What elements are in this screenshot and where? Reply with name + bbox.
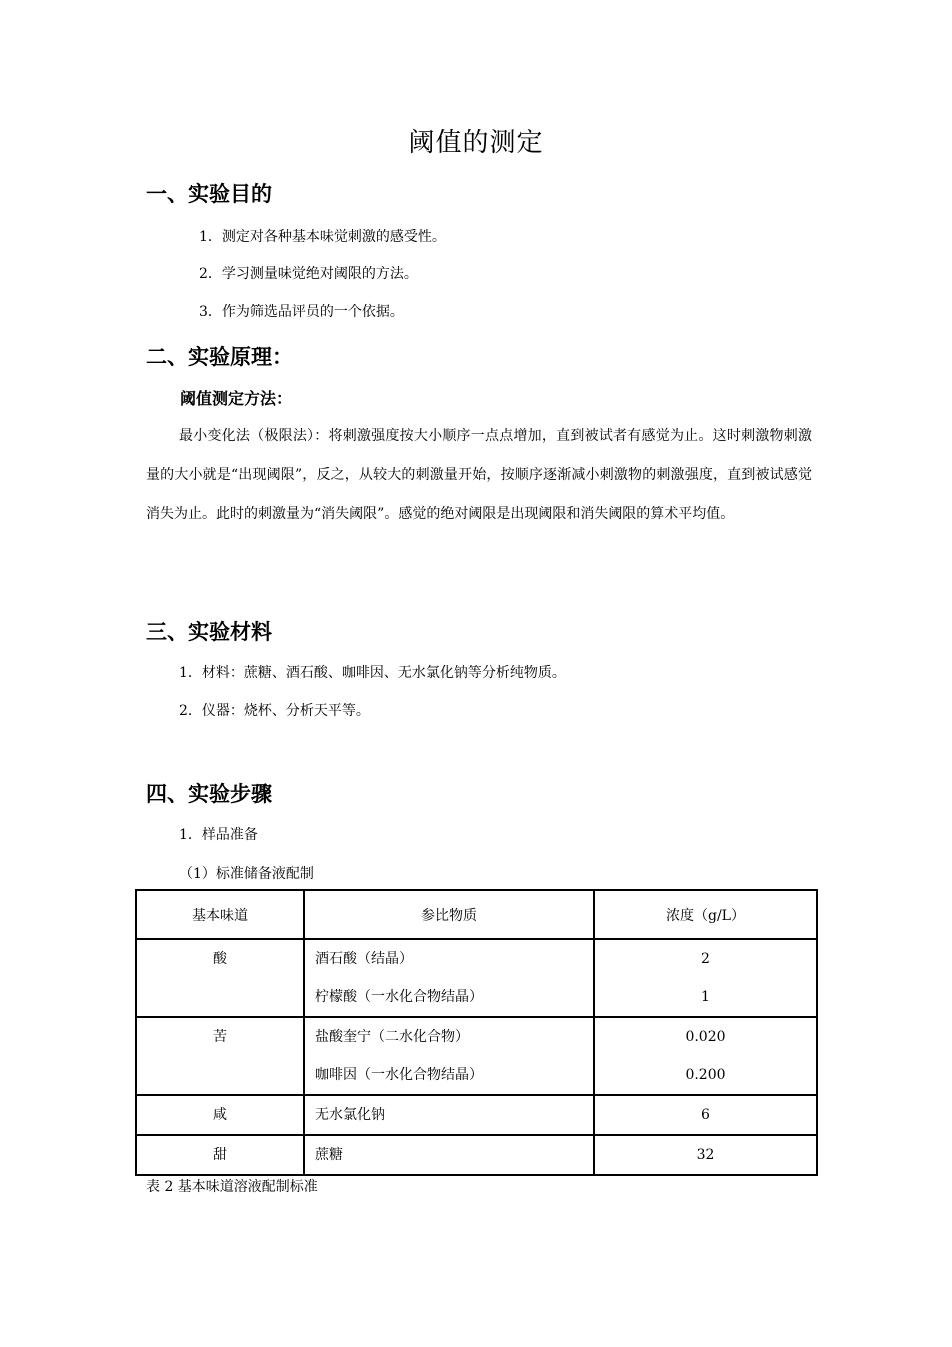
purpose-item-3: 3．作为筛选品评员的一个依据。	[199, 304, 404, 320]
materials-item-1: 1．材料：蔗糖、酒石酸、咖啡因、无水氯化钠等分析纯物质。	[179, 665, 566, 681]
column-header-concentration: 浓度（g/L）	[594, 890, 817, 939]
concentration-cell: 6	[594, 1095, 817, 1135]
taste-cell: 甜	[136, 1135, 304, 1175]
taste-cell: 咸	[136, 1095, 304, 1135]
substance-cell: 盐酸奎宁（二水化合物） 咖啡因（一水化合物结晶）	[304, 1017, 594, 1095]
table-row	[136, 1095, 817, 1135]
table-caption: 表 2 基本味道溶液配制标准	[146, 1179, 318, 1195]
principle-paragraph: 最小变化法（极限法）：将刺激强度按大小顺序一点点增加，直到被试者有感觉为止。这时刺激物刺激量的大小就是“出现阈限”，反之，从较大的刺激量开始，按顺序逐渐减小刺激物的刺激强度，直到被试感觉消失为止。此时的刺激量为“消失阈限”。感觉的绝对阈限是出现阈限和消失阈限的算术平均值。	[146, 428, 812, 522]
purpose-item-1: 1．测定对各种基本味觉刺激的感受性。	[199, 229, 446, 245]
materials-item-2: 2．仪器：烧杯、分析天平等。	[179, 703, 370, 719]
concentration-cell: 32	[594, 1135, 817, 1175]
column-header-taste: 基本味道	[136, 890, 304, 939]
table-row	[136, 1017, 817, 1095]
taste-cell: 苦	[136, 1017, 304, 1095]
table-row	[136, 939, 817, 1017]
step-standard-stock: （1）标准储备液配制	[179, 866, 314, 882]
section-heading-purpose: 一、实验目的	[146, 182, 272, 206]
section-heading-steps: 四、实验步骤	[146, 782, 272, 806]
substance-cell: 蔗糖	[304, 1135, 594, 1175]
column-header-substance: 参比物质	[304, 890, 594, 939]
purpose-item-2: 2．学习测量味觉绝对阈限的方法。	[199, 266, 418, 282]
concentration-cell: 2 1	[594, 939, 817, 1017]
page-title: 阈值的测定	[408, 128, 544, 158]
taste-cell: 酸	[136, 939, 304, 1017]
substance-cell: 无水氯化钠	[304, 1095, 594, 1135]
table-header-row	[136, 890, 817, 939]
section-heading-materials: 三、实验材料	[146, 620, 272, 644]
table-row	[136, 1135, 817, 1175]
section-heading-principle: 二、实验原理：	[146, 345, 293, 369]
subheading-threshold-method: 阈值测定方法：	[180, 389, 293, 408]
taste-standard-table	[135, 889, 818, 1176]
concentration-cell: 0.020 0.200	[594, 1017, 817, 1095]
substance-cell: 酒石酸（结晶） 柠檬酸（一水化合物结晶）	[304, 939, 594, 1017]
step-sample-prep: 1．样品准备	[179, 827, 258, 843]
